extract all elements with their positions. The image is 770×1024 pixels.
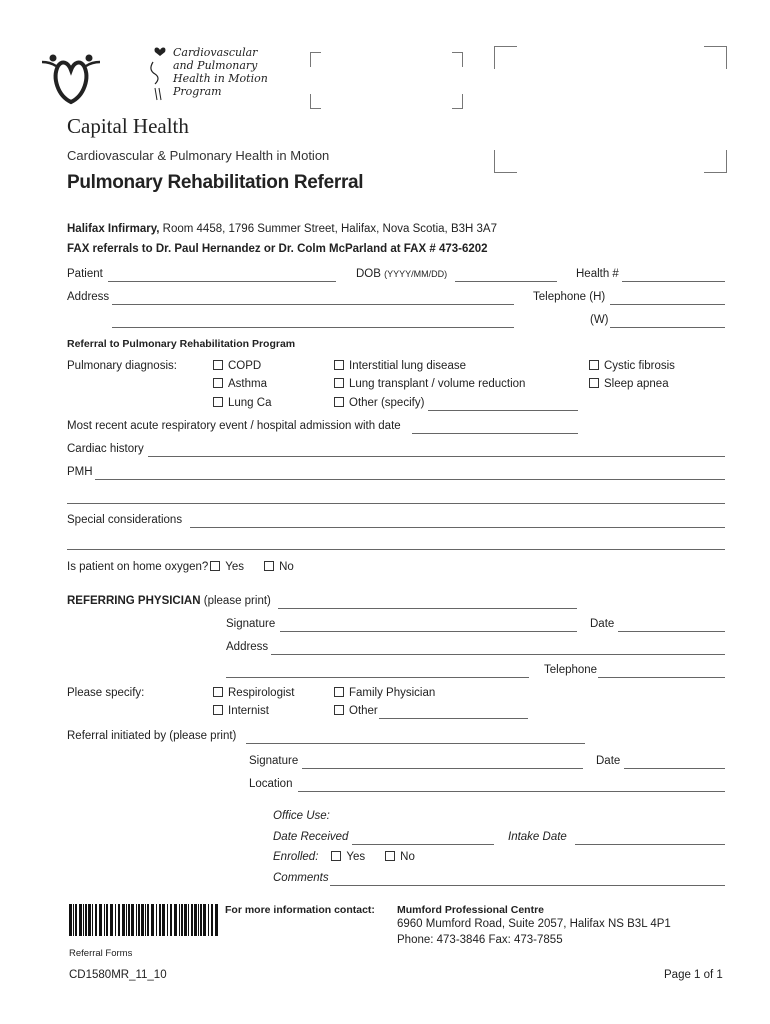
initiated-label: Referral initiated by (please print) xyxy=(67,730,237,742)
checkbox-icon[interactable] xyxy=(331,851,341,861)
barcode-bar xyxy=(211,904,213,936)
option-other[interactable] xyxy=(334,397,424,409)
type-internist[interactable] xyxy=(213,705,269,717)
pmh-field-2[interactable] xyxy=(67,503,725,504)
crop-mark xyxy=(452,94,463,109)
initiated-date-field[interactable] xyxy=(624,768,725,769)
checkbox-icon[interactable] xyxy=(589,360,599,370)
dob-text: DOB xyxy=(356,268,381,280)
option-label: Lung Ca xyxy=(228,397,272,409)
barcode-bar xyxy=(145,904,146,936)
barcode-bar xyxy=(203,904,206,936)
barcode-bar xyxy=(92,904,93,936)
crop-mark xyxy=(494,150,517,173)
barcode-bar xyxy=(106,904,108,936)
initiated-name-field[interactable] xyxy=(246,743,585,744)
barcode-bar xyxy=(69,904,72,936)
other-specify-field[interactable] xyxy=(428,410,578,411)
form-code: CD1580MR_11_10 xyxy=(69,969,167,981)
acute-event-label: Most recent acute respiratory event / hospital admission with date xyxy=(67,420,401,432)
barcode-bar xyxy=(136,904,137,936)
pmh-label: PMH xyxy=(67,466,93,478)
crop-mark xyxy=(452,52,463,67)
initiated-signature-field[interactable] xyxy=(302,768,583,769)
comments-field[interactable] xyxy=(330,885,725,886)
location-line xyxy=(67,223,497,235)
barcode-bar xyxy=(128,904,130,936)
physician-signature-field[interactable] xyxy=(280,631,577,632)
checkbox-icon[interactable] xyxy=(213,360,223,370)
barcode-bar xyxy=(85,904,87,936)
type-label: Family Physician xyxy=(349,687,436,699)
health-label: Health # xyxy=(576,268,619,280)
crop-mark xyxy=(704,150,727,173)
logo-text xyxy=(173,46,268,98)
checkbox-icon[interactable] xyxy=(213,378,223,388)
barcode-bar xyxy=(188,904,189,936)
physician-telephone-label: Telephone xyxy=(544,664,598,676)
heart-figure-icon xyxy=(145,44,175,106)
barcode-bar xyxy=(138,904,140,936)
barcode-bar xyxy=(208,904,209,936)
yes-label: Yes xyxy=(225,561,245,573)
address-label: Address xyxy=(67,291,110,303)
type-label: Other xyxy=(349,705,378,717)
option-label: Lung transplant / volume reduction xyxy=(349,378,526,390)
physician-signature-label: Signature xyxy=(226,618,276,630)
logo-line: Program xyxy=(173,85,222,98)
checkbox-icon[interactable] xyxy=(264,561,274,571)
barcode-bar xyxy=(79,904,82,936)
checkbox-icon[interactable] xyxy=(334,378,344,388)
barcode-bar xyxy=(156,904,157,936)
barcode-bar xyxy=(131,904,134,936)
physician-telephone-field[interactable] xyxy=(598,677,725,678)
page-number: Page 1 of 1 xyxy=(664,969,723,981)
date-received-field[interactable] xyxy=(352,844,494,845)
acute-event-field[interactable] xyxy=(412,433,578,434)
org-name: Capital Health xyxy=(67,114,189,138)
diagnosis-label: Pulmonary diagnosis: xyxy=(67,360,177,372)
physician-date-label: Date xyxy=(590,618,615,630)
enrolled-row xyxy=(273,851,415,863)
logo-line: Health in Motion xyxy=(173,72,268,85)
barcode-bar xyxy=(191,904,193,936)
no-label: No xyxy=(279,561,294,573)
physician-date-field[interactable] xyxy=(618,631,725,632)
option-asthma[interactable] xyxy=(213,378,267,390)
barcode-bar xyxy=(167,904,168,936)
pmh-field[interactable] xyxy=(95,479,725,480)
option-label: Asthma xyxy=(228,378,267,390)
special-field-2[interactable] xyxy=(67,549,725,550)
option-label: Cystic fibrosis xyxy=(604,360,675,372)
checkbox-icon[interactable] xyxy=(334,705,344,715)
barcode-bar xyxy=(151,904,154,936)
checkbox-icon[interactable] xyxy=(385,851,395,861)
location-rest: Room 4458, 1796 Summer Street, Halifax, Nova Scotia, B3H 3A7 xyxy=(159,223,497,235)
health-field[interactable] xyxy=(622,281,725,282)
option-lung-ca[interactable] xyxy=(213,397,271,409)
initiated-location-label: Location xyxy=(249,778,293,790)
barcode-bar xyxy=(75,904,77,936)
logo-line: Cardiovascular xyxy=(173,46,258,59)
type-other-field[interactable] xyxy=(379,718,528,719)
crop-mark xyxy=(704,46,727,69)
barcode-bar xyxy=(174,904,177,936)
barcode-bar xyxy=(118,904,120,936)
checkbox-icon[interactable] xyxy=(334,360,344,370)
option-label: Other (specify) xyxy=(349,397,425,409)
barcode-bar xyxy=(110,904,113,936)
dob-field[interactable] xyxy=(455,281,557,282)
barcode-bar xyxy=(83,904,84,936)
initiated-signature-label: Signature xyxy=(249,755,299,767)
barcode-bar xyxy=(147,904,149,936)
special-label: Special considerations xyxy=(67,514,183,526)
cardiac-label: Cardiac history xyxy=(67,443,144,455)
fax-line: FAX referrals to Dr. Paul Hernandez or Dr. Colm McParland at FAX # 473-6202 xyxy=(67,243,488,255)
barcode-bar xyxy=(115,904,116,936)
barcode-bar xyxy=(122,904,125,936)
centre-name: Mumford Professional Centre xyxy=(397,904,545,916)
physician-heading-text: REFERRING PHYSICIAN xyxy=(67,595,201,607)
enrolled-label: Enrolled: xyxy=(273,851,319,863)
option-label: Sleep apnea xyxy=(604,378,669,390)
enrolled-no-label: No xyxy=(400,851,415,863)
barcode-bar xyxy=(170,904,172,936)
tel-w-field[interactable] xyxy=(610,327,725,328)
barcode-bar xyxy=(126,904,127,936)
barcode-bar xyxy=(215,904,218,936)
dob-format: (YYYY/MM/DD) xyxy=(384,269,448,279)
intake-date-label: Intake Date xyxy=(508,831,567,843)
page-title: Pulmonary Rehabilitation Referral xyxy=(67,172,364,193)
tel-h-field[interactable] xyxy=(610,304,725,305)
centre-street: 6960 Mumford Road, Suite 2057, Halifax NS B3L 4P1 xyxy=(397,918,671,930)
barcode-label: Referral Forms xyxy=(69,948,133,959)
crop-mark xyxy=(310,94,321,109)
option-transplant[interactable] xyxy=(334,378,525,390)
option-label: Interstitial lung disease xyxy=(349,360,466,372)
contact-label: For more information contact: xyxy=(225,904,375,916)
initiated-date-label: Date xyxy=(596,755,621,767)
option-copd[interactable] xyxy=(213,360,261,372)
logo-line: and Pulmonary xyxy=(173,59,258,72)
oxygen-label: Is patient on home oxygen? xyxy=(67,561,209,573)
checkbox-icon[interactable] xyxy=(334,397,344,407)
barcode-bar xyxy=(200,904,202,936)
oxygen-question xyxy=(67,561,294,573)
physician-address-field[interactable] xyxy=(271,654,725,655)
checkbox-icon[interactable] xyxy=(589,378,599,388)
checkbox-icon[interactable] xyxy=(210,561,220,571)
barcode-bar xyxy=(181,904,183,936)
location-bold: Halifax Infirmary, xyxy=(67,223,160,235)
specify-label: Please specify: xyxy=(67,687,145,699)
patient-label: Patient xyxy=(67,268,103,280)
intake-date-field[interactable] xyxy=(575,844,725,845)
cardiac-field[interactable] xyxy=(148,456,725,457)
crop-mark xyxy=(494,46,517,69)
barcode-bar xyxy=(104,904,105,936)
checkbox-icon[interactable] xyxy=(213,397,223,407)
barcode-icon xyxy=(69,904,218,936)
physician-address-field-2[interactable] xyxy=(226,677,529,678)
centre-phone: Phone: 473-3846 Fax: 473-7855 xyxy=(397,934,563,946)
program-name: Cardiovascular & Pulmonary Health in Motion xyxy=(67,148,330,163)
barcode-bar xyxy=(179,904,180,936)
barcode-bar xyxy=(99,904,102,936)
special-field[interactable] xyxy=(190,527,725,528)
checkbox-icon[interactable] xyxy=(213,687,223,697)
checkbox-icon[interactable] xyxy=(213,705,223,715)
enrolled-yes-label: Yes xyxy=(346,851,366,863)
barcode-bar xyxy=(198,904,199,936)
type-family-physician[interactable] xyxy=(334,687,435,699)
physician-address-label: Address xyxy=(226,641,269,653)
barcode-bar xyxy=(88,904,91,936)
type-respirologist[interactable] xyxy=(213,687,294,699)
capital-health-logo-icon xyxy=(40,48,102,106)
dob-label xyxy=(356,268,447,280)
type-label: Internist xyxy=(228,705,269,717)
tel-w-label: (W) xyxy=(590,314,609,326)
barcode-bar xyxy=(194,904,197,936)
barcode-bar xyxy=(95,904,97,936)
barcode-bar xyxy=(162,904,165,936)
comments-label: Comments xyxy=(273,872,329,884)
crop-mark xyxy=(310,52,321,67)
option-interstitial[interactable] xyxy=(334,360,466,372)
checkbox-icon[interactable] xyxy=(334,687,344,697)
physician-print-note: (please print) xyxy=(203,595,271,607)
physician-heading xyxy=(67,595,271,607)
option-sleep-apnea[interactable] xyxy=(589,378,669,390)
referral-heading: Referral to Pulmonary Rehabilitation Program xyxy=(67,338,296,350)
option-label: COPD xyxy=(228,360,262,372)
patient-field[interactable] xyxy=(108,281,336,282)
type-other[interactable] xyxy=(334,705,378,717)
type-label: Respirologist xyxy=(228,687,295,699)
barcode-bar xyxy=(159,904,161,936)
barcode-bar xyxy=(184,904,187,936)
date-received-label: Date Received xyxy=(273,831,349,843)
barcode-bar xyxy=(141,904,144,936)
tel-h-label: Telephone (H) xyxy=(533,291,606,303)
physician-name-field[interactable] xyxy=(278,608,577,609)
address-field[interactable] xyxy=(112,304,514,305)
initiated-location-field[interactable] xyxy=(298,791,725,792)
option-cystic-fibrosis[interactable] xyxy=(589,360,675,372)
barcode-bar xyxy=(73,904,74,936)
office-heading: Office Use: xyxy=(273,810,330,822)
address-field-2[interactable] xyxy=(112,327,514,328)
